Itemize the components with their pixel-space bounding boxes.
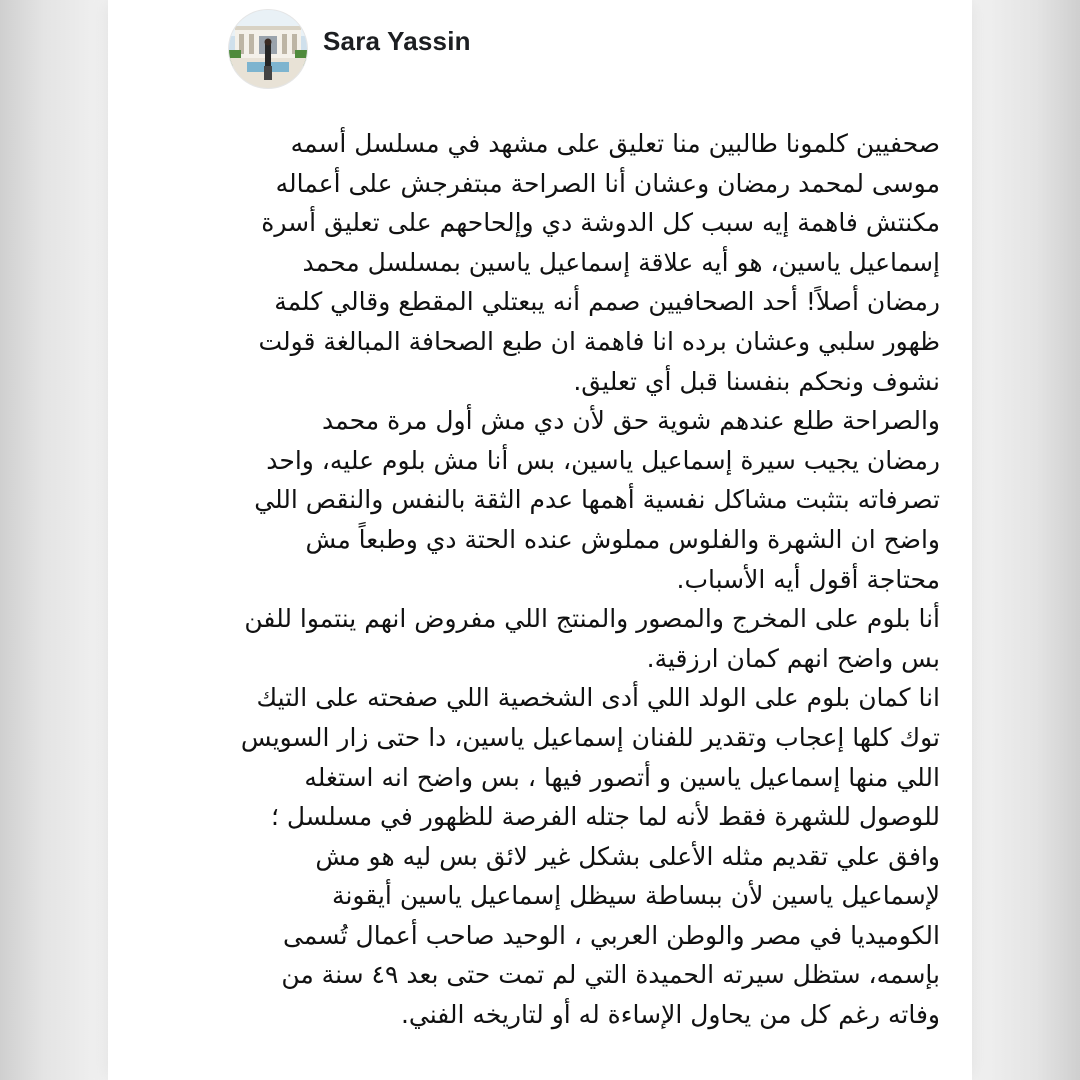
post-text-line: لإسماعيل ياسين لأن ببساطة سيظل إسماعيل ياسين أيقونة [332,881,940,911]
post-text-line: اللي منها إسماعيل ياسين و أتصور فيها ، بس واضح انه استغله [304,762,940,792]
post-text-line: بس واضح انهم كمان ارزقية. [646,643,940,673]
blurred-background-left [0,0,110,1080]
post-text-line: وفاته رغم كل من يحاول الإساءة له أو لتاريخه الفني. [400,1000,940,1030]
post-text-line: تصرفاته بتثبت مشاكل نفسية أهمها عدم الثقة بالنفس والنقص اللي [254,485,940,515]
post-text-line: إسماعيل ياسين، هو أيه علاقة إسماعيل ياسين بمسلسل محمد [302,247,940,277]
post-text-line: صحفيين كلمونا طالبين منا تعليق على مشهد في مسلسل أسمه [290,129,940,158]
post-header [229,10,471,92]
author-name[interactable]: Sara Yassin [323,26,471,56]
post-text-line: والصراحة طلع عندهم شوية حق لأن دي مش أول مرة محمد [322,406,940,436]
post-text-line: للوصول للشهرة فقط لأنه لما جتله الفرصة للظهور في مسلسل ؛ [271,802,940,832]
post-text-line: محتاجة أقول أيه الأسباب. [676,564,940,594]
post-text-line: رمضان أصلاً! أحد الصحافيين صمم أنه يبعتلي المقطع وقالي كلمة [274,287,940,317]
post-text-line: موسى لمحمد رمضان وعشان أنا الصراحة مبتفرجش على أعماله [275,168,940,198]
post-text-line: نشوف ونحكم بنفسنا قبل أي تعليق. [573,366,940,396]
post-text-line: ظهور سلبي وعشان برده انا فاهمة ان طبع الصحافة المبالغة قولت [258,326,940,356]
post-text-line: أنا بلوم على المخرج والمصور والمنتج اللي مفروض انهم ينتموا للفن [244,604,940,634]
post-text-line: واضح ان الشهرة والفلوس مملوش عنده الحتة دي وطبعاً مش [305,524,940,554]
post-text-line: بإسمه، ستظل سيرته الحميدة التي لم تمت حتى بعد ٤٩ سنة من [281,960,940,990]
post-text-line: انا كمان بلوم على الولد اللي أدى الشخصية اللي صفحته على التيك [256,683,940,713]
post-text-line: توك كلها إعجاب وتقدير للفنان إسماعيل ياسين، دا حتى زار السويس [240,722,940,752]
profile-photo-icon[interactable] [229,10,307,88]
post-text-line: رمضان يجيب سيرة إسماعيل ياسين، بس أنا مش بلوم عليه، واحد [266,445,940,475]
post-text-line: الكوميديا في مصر والوطن العربي ، الوحيد صاحب أعمال تُسمى [283,920,940,950]
blurred-background-right [970,0,1080,1080]
post-text [150,124,940,1035]
post-text-line: وافق علي تقديم مثله الأعلى بشكل غير لائق بس ليه هو مش [315,841,940,871]
post-text-line: مكنتش فاهمة إيه سبب كل الدوشة دي وإلحاحهم على تعليق أسرة [261,208,940,238]
